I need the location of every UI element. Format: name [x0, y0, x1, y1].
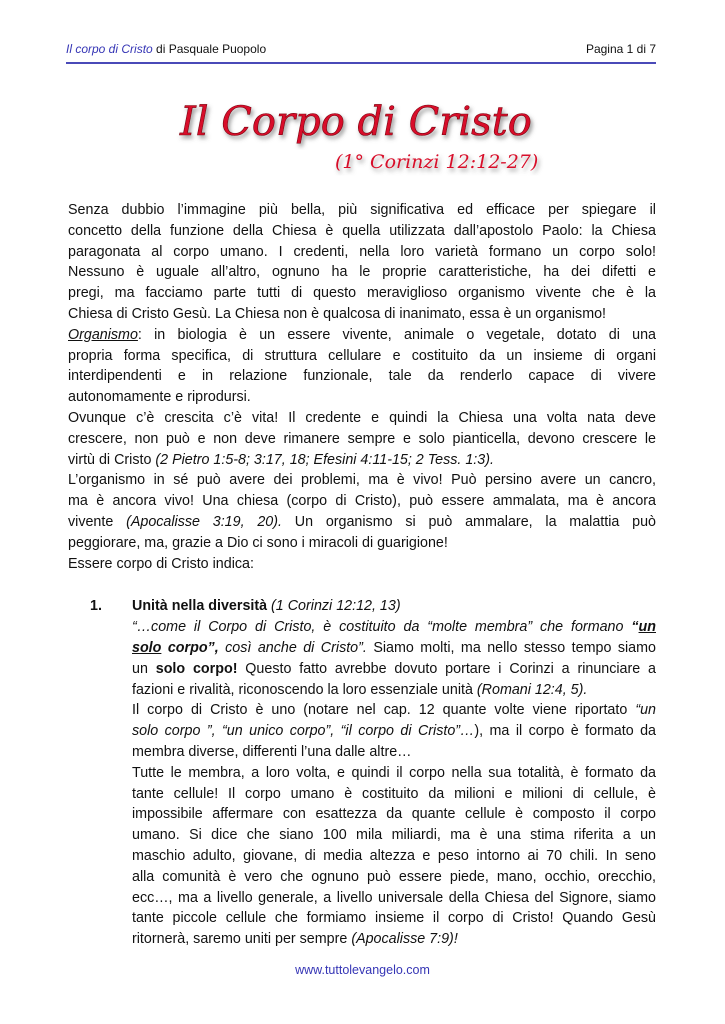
text-segment: tante cellule! Il corpo umano è costituito da milioni e milioni di cellule, è — [132, 785, 656, 802]
text-segment: Un organismo si può ammalare, la malattia può — [281, 513, 656, 530]
paragraph — [132, 617, 656, 700]
text-segment: “…come il Corpo di Cristo, è costituito da “molte membra” che formano — [132, 619, 632, 636]
text-line — [132, 700, 656, 721]
text-segment: fazioni e rivalità, riconoscendo la loro essenziale unità — [132, 681, 477, 698]
text-line — [132, 804, 656, 825]
document-body — [68, 200, 656, 950]
text-segment: (1 Corinzi 12:12, 13) — [267, 598, 401, 615]
text-segment: Il corpo di Cristo è uno (notare nel cap. 12 quante volte viene riportato — [132, 702, 636, 719]
text-segment: Siamo molti, ma nello stesso tempo siamo — [366, 639, 656, 656]
text-segment: ma è ancora vivo! Una chiesa (corpo di Cristo), può essere ammalata, ma è ancora — [68, 493, 656, 510]
list-item-number: 1. — [90, 598, 102, 615]
text-segment: Ovunque c’è crescita c’è vita! Il credente e quindi la Chiesa una volta nata deve — [68, 409, 656, 426]
text-line — [68, 283, 656, 304]
text-line — [132, 825, 656, 846]
page-number: Pagina 1 di 7 — [585, 42, 656, 56]
text-segment: virtù di Cristo — [68, 451, 156, 468]
text-segment: corpo”, — [161, 639, 219, 656]
text-segment: Questo fatto avrebbe dovuto portare i Corinzi a rinunciare a — [237, 660, 657, 677]
paragraph — [68, 470, 656, 553]
list-item — [66, 596, 656, 950]
text-segment: un — [638, 619, 656, 636]
text-segment: Senza dubbio l’immagine più bella, più significativa ed efficace per spiegare il — [68, 202, 656, 218]
text-segment: (Romani 12:4, 5). — [476, 681, 588, 698]
text-line — [68, 450, 656, 471]
logo-subtitle: (1° Corinzi 12:12-27) — [335, 151, 539, 173]
text-segment: : in biologia è un essere vivente, animale o vegetale, dotato di una — [137, 326, 656, 343]
text-segment: solo corpo! — [155, 660, 238, 677]
text-line — [132, 742, 656, 763]
text-line — [132, 846, 656, 867]
text-segment: (Apocalisse 7:9)! — [351, 931, 458, 948]
paragraph — [132, 700, 656, 762]
header-doc-title: Il corpo di Cristo — [66, 42, 153, 56]
header-author: di Pasquale Puopolo — [152, 42, 267, 56]
text-segment: solo corpo ”, “un unico corpo”, “il corpo di Cristo”… — [132, 723, 475, 740]
text-segment: ecc…, ma a livello generale, a livello universale della Chiesa del Signore, siamo — [132, 889, 656, 906]
text-segment: Essere corpo di Cristo indica: — [68, 555, 254, 572]
text-segment: solo — [132, 639, 162, 656]
footer-website-link[interactable]: www.tuttolevangelo.com — [295, 963, 430, 977]
text-segment: “ — [631, 619, 639, 636]
text-line — [68, 325, 656, 346]
text-segment: alla comunità è vero che ognuno può essere piede, mano, occhio, orecchio, — [132, 868, 656, 885]
text-segment: concetto della funzione della Chiesa è quella utilizzata dall’apostolo Paolo: la Chiesa — [68, 222, 656, 239]
text-segment: interdipendenti e in relazione funzionale, tale da renderlo capace di vivere — [68, 368, 656, 385]
text-line — [132, 617, 656, 638]
text-line — [68, 554, 656, 575]
text-line — [132, 888, 656, 909]
logo-title: Il Corpo di Cristo — [180, 99, 532, 145]
text-line — [132, 929, 656, 950]
text-segment: L’organismo in sé può avere dei problemi, ma è vivo! Può persino avere un cancro, — [68, 472, 656, 489]
text-segment: crescere, non può e non deve rimanere sempre e solo pianticella, devono crescere le — [68, 430, 656, 447]
text-line — [68, 366, 656, 387]
text-line — [68, 408, 656, 429]
text-segment: Organismo — [68, 326, 138, 343]
text-line — [68, 533, 656, 554]
text-line — [132, 763, 656, 784]
text-segment: impossibile affermare con esattezza da quante cellule è composto il corpo — [132, 806, 656, 823]
text-line — [132, 721, 656, 742]
text-line — [68, 512, 656, 533]
text-segment: (Apocalisse 3:19, 20). — [126, 513, 282, 530]
title-logo-image — [150, 90, 570, 190]
text-line — [132, 680, 656, 701]
text-line — [68, 470, 656, 491]
page-header — [66, 42, 656, 62]
text-segment: propria forma specifica, di struttura cellulare e costituito da un insieme di organi — [68, 347, 656, 364]
text-segment: Chiesa di Cristo Gesù. La Chiesa non è qualcosa di inanimato, essa è un organismo! — [68, 305, 607, 322]
text-segment: paragonata al corpo umano. I credenti, nella loro varietà formano un corpo solo! — [68, 243, 656, 260]
text-line — [68, 346, 656, 367]
header-rule — [66, 62, 656, 64]
text-line — [68, 200, 656, 221]
text-line — [132, 659, 656, 680]
text-segment: Unità nella diversità — [132, 598, 268, 615]
text-segment: autonomamente e riprodursi. — [68, 389, 251, 406]
text-segment: (2 Pietro 1:5-8; 3:17, 18; Efesini 4:11-15; 2 Tess. 1:3). — [155, 451, 494, 468]
text-line — [132, 784, 656, 805]
text-line — [68, 429, 656, 450]
text-line — [68, 491, 656, 512]
spacer — [68, 574, 656, 596]
text-line — [68, 387, 656, 408]
paragraph — [68, 554, 656, 575]
paragraph — [132, 763, 656, 950]
text-segment: Tutte le membra, a loro volta, e quindi il corpo nella sua totalità, è formato da — [132, 764, 656, 781]
text-line — [68, 221, 656, 242]
paragraph — [68, 325, 656, 408]
text-line — [132, 867, 656, 888]
text-line — [132, 596, 656, 617]
paragraph — [68, 200, 656, 325]
text-line — [132, 638, 656, 659]
text-segment: membra diverse, differenti l’una dalle altre… — [132, 743, 412, 760]
text-line — [68, 304, 656, 325]
text-segment: ), ma il corpo è formato da — [474, 723, 656, 740]
text-segment: tante piccole cellule che formiamo insieme il corpo di Cristo! Quando Gesù — [132, 910, 656, 927]
text-segment: Nessuno è uguale all’altro, ognuno ha le proprie caratteristiche, ha dei difetti e — [68, 264, 656, 281]
text-segment: “un — [635, 702, 656, 719]
text-segment: pregi, ma facciamo parte tutti di questo meraviglioso organismo vivente che è la — [68, 285, 656, 302]
text-segment: vivente — [68, 513, 127, 530]
text-line — [68, 242, 656, 263]
text-segment: maschio adulto, giovane, di media altezza e peso intorno ai 70 chili. In seno — [132, 847, 656, 864]
text-segment: ritornerà, saremo uniti per sempre — [132, 931, 352, 948]
text-segment: umano. Si dice che siano 100 mila miliardi, ma è una stima riferita a un — [132, 827, 656, 844]
paragraph — [68, 408, 656, 470]
text-segment: un — [132, 660, 156, 677]
text-line — [68, 262, 656, 283]
text-segment: peggiorare, ma, grazie a Dio ci sono i miracoli di guarigione! — [68, 534, 448, 551]
text-segment: così anche di Cristo”. — [218, 639, 367, 656]
text-line — [132, 908, 656, 929]
